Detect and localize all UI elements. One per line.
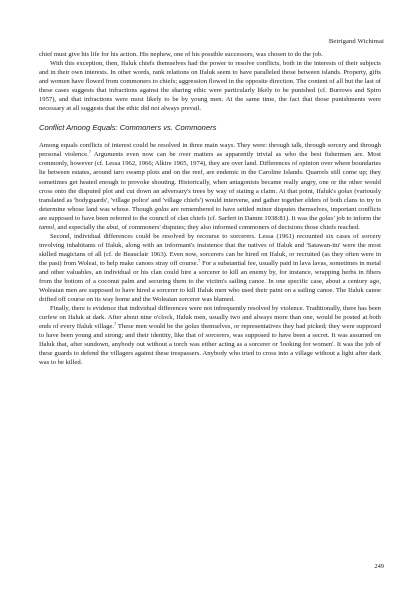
text-run: , of commoners' disputes; they also informed commoners of decisions those chiefs reached. (118, 223, 360, 231)
text-run: job to inform the (334, 214, 381, 222)
text-run: themselves, or representatives they had picked; they were supposed to have been young and strong; and their identity, like that of sorcerers, was supposed to have been a secret. It was assumed on Ifaluk that, after sundown, anybody out without a torch was either acting as a sorcerer or 'looking for women'. It was the job of these guards to defend the villagers against these trespassers. Anybody who tried to cross into a village without a light after dark was to be killed. (39, 323, 382, 367)
text-run: , and especially the (54, 223, 107, 231)
text-run: Among equals conflicts of interest could be resolved in three main ways. They were: through talk, through sorcery and through personal violence. (39, 142, 381, 159)
section-heading: Conflict Among Equals: Commoners vs. Commoners (39, 123, 217, 133)
term-golas: golas (154, 205, 169, 213)
footnote-marker: 7 (88, 149, 91, 155)
paragraph-sorcery (39, 232, 381, 304)
paragraph-conflict-talk (39, 141, 381, 231)
paragraph-violence (39, 304, 381, 367)
text-run: (variously translated as 'bodyguards', 'village police' and 'village chiefs') would intervene, and gather together elders of both clans to try to determine whose land was whose. Though (39, 187, 382, 213)
text-run: Finally, there is evidence that individual differences were not infrequently resolved by violence. Traditionally, there has been curfew on Ifaluk at dark. After about nine o'clock, Ifaluk men, usually two and always more than one, would be posted at both ends of every Ifaluk village. (39, 305, 381, 331)
text-run: Second, individual differences could be resolved by recourse to sorcerers. Lessa (1961) recounted six cases of sorcery involving inhabitants of Ifaluk, along with an informant's insistence that the natives of Ifaluk and 'Satawan-itu' were the most skilled magicians of all (cf. de Beauclair 1963). Even now, sorcerers can be hired on Ifaluk, or recruited (as they often were in the past) from Woleai, to help make canoes stray off course. (39, 232, 381, 267)
text-run: Arguments even now can be over matters as apparently trivial as who the best fishermen are. Most commonly, however (cf. Lessa 1962, 1966; Alkire 1965, 1974), they are over land. Differences of opinion over where boundaries lie between estates, around taro swamp plots and on the reef, are endemic in the Caroline Islands. Quarrels still come up; they sometimes get heated enough to provoke shouting. Historically, when antagonists became really angry, one or the other would cross onto the disputed plot and cut down an adversary's trees by way of stating a claim. At that point, Ifaluk's (39, 151, 381, 195)
footnote-marker: 7 (113, 321, 117, 327)
term-ubut: ubut (106, 223, 119, 231)
text-run: For a substantial fee, usually paid in lava lavas, sometimes in metal and other valuables, an individual or his clan could hire a sorcerer to kill an enemy by, for instance, wrapping herbs in fibers from the bottom of a coconut palm and securing them to the victim's sailing canoe. In one specific case, about a century ago, Woleaian men are supposed to have hired a sorcerer to kill Ifaluk men who used their paint on a sailing canoe. The Ifaluk canoe drifted off course on its way home and the Woleaian sorcerer was blamed. (39, 259, 381, 304)
text-run: These men would be the (116, 323, 185, 331)
paragraph-rank-relations: With this exception, then, Ifaluk chiefs themselves had the power to resolve conflicts, both in the interests of their subjects and in their own interests. In other words, rank relations on Ifaluk seem to have paralleled those between islands. Property, gifts and women have flowed from commoners to chiefs; aggression flowed in the opposite direction. The content of all but the last of these cases suggests that infractions against the sharing ethic were particularly likely to be punished (cf. Burrows and Spiro 1957), and that infractions were most likely to be by young men. At the same time, the fact that those punishments were necessary at all suggests that the ethic did not always prevail. (39, 60, 381, 113)
page-body (39, 50, 381, 368)
text-run: are remembered to have settled minor disputes themselves, important conflicts are supposed to have been referred to the council of clan chiefs (cf. Sarfert in Damm 1938:81). It was the (39, 205, 381, 222)
term-golas: golas (184, 323, 200, 331)
page-number: 249 (374, 563, 384, 570)
term-golas: golas (337, 187, 353, 195)
paragraph-carryover: chief must give his life for his action. His nephew, one of his possible successors, was chosen to do the job. (39, 51, 323, 58)
footnote-marker: 7 (198, 258, 201, 264)
term-tamol: tamol (39, 223, 55, 231)
running-head: Betrigand Wichimai (328, 38, 384, 45)
term-golas: golas' (318, 214, 335, 222)
